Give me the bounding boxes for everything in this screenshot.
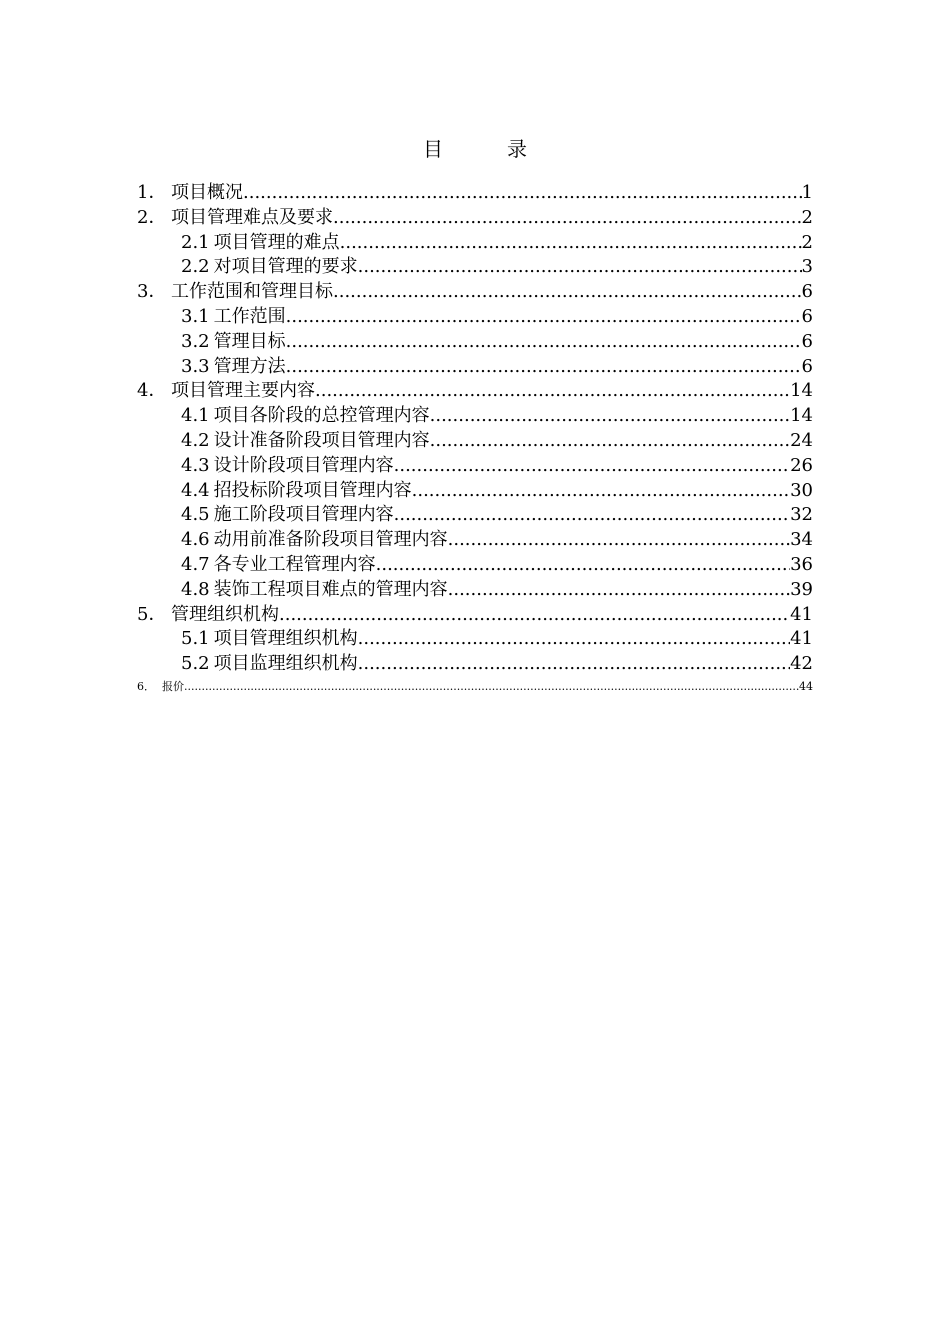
toc-entry-title: 报价 — [162, 679, 184, 693]
toc-entry-number: 5.2 — [181, 653, 210, 675]
toc-dot-leader — [184, 677, 799, 697]
toc-entry[interactable] — [137, 404, 813, 429]
toc-entry-number: 4.4 — [181, 479, 210, 501]
toc-entry-page: 26 — [790, 454, 813, 476]
toc-entry-title: 管理目标 — [213, 330, 286, 352]
toc-entry-title: 项目概况 — [171, 182, 243, 203]
toc-entry[interactable] — [137, 677, 813, 697]
toc-entry-number: 4.5 — [181, 504, 210, 526]
toc-entry[interactable] — [137, 280, 813, 305]
toc-entry[interactable] — [137, 479, 813, 504]
toc-entry-title: 装饰工程项目难点的管理内容 — [213, 578, 448, 600]
toc-entry-title: 项目管理难点及要求 — [171, 206, 333, 228]
toc-entry-title: 工作范围和管理目标 — [171, 281, 333, 303]
toc-entry[interactable] — [137, 330, 813, 355]
toc-entry-title: 各专业工程管理内容 — [213, 553, 376, 575]
toc-entry-page: 14 — [790, 405, 813, 427]
toc-entry-title: 项目管理的难点 — [213, 231, 340, 253]
toc-entry-number: 5． — [137, 603, 167, 625]
toc-entry-number: 1． — [137, 182, 167, 203]
toc-entry-title: 设计准备阶段项目管理内容 — [213, 429, 430, 451]
toc-dot-leader — [315, 379, 790, 404]
toc-entry-number: 5.1 — [181, 628, 210, 650]
toc-entry[interactable] — [137, 355, 813, 380]
toc-entry-title: 对项目管理的要求 — [213, 256, 358, 278]
toc-dot-leader — [286, 330, 802, 355]
toc-dot-leader — [358, 255, 802, 280]
toc-entry[interactable] — [137, 305, 813, 330]
toc-entry-page: 41 — [790, 603, 813, 625]
toc-dot-leader — [376, 553, 790, 578]
toc-entry[interactable] — [137, 181, 813, 206]
toc-entry-number: 3.2 — [181, 330, 210, 352]
toc-entry-page: 41 — [790, 628, 813, 650]
toc-dot-leader — [279, 603, 790, 628]
toc-dot-leader — [430, 429, 790, 454]
toc-entry[interactable] — [137, 255, 813, 280]
toc-entry[interactable] — [137, 206, 813, 231]
toc-entry-number: 6． — [137, 679, 155, 693]
toc-entry-page: 3 — [801, 256, 813, 278]
toc-entry-page: 34 — [790, 529, 813, 551]
toc-entry[interactable] — [137, 454, 813, 479]
toc-entry-number: 3． — [137, 281, 167, 303]
toc-entry-page: 14 — [790, 380, 813, 402]
toc-entry[interactable] — [137, 503, 813, 528]
toc-dot-leader — [412, 479, 790, 504]
toc-entry-page: 44 — [799, 679, 813, 693]
toc-entry-number: 4.1 — [181, 405, 210, 427]
toc-entry[interactable] — [137, 429, 813, 454]
toc-entry[interactable] — [137, 231, 813, 256]
toc-entry-title: 项目监理组织机构 — [213, 653, 358, 675]
toc-entry-title: 项目管理主要内容 — [171, 380, 315, 402]
toc-entry[interactable] — [137, 379, 813, 404]
toc-entry-title: 管理组织机构 — [171, 603, 279, 625]
toc-entry-page: 42 — [790, 653, 813, 675]
toc-dot-leader — [394, 454, 790, 479]
toc-entry-page: 2 — [801, 206, 813, 228]
toc-entry[interactable] — [137, 652, 813, 677]
toc-dot-leader — [358, 652, 790, 677]
toc-entry-number: 4.3 — [181, 454, 210, 476]
toc-entry-number: 4． — [137, 380, 167, 402]
toc-entry[interactable] — [137, 553, 813, 578]
table-of-contents — [137, 181, 813, 697]
toc-entry-title: 工作范围 — [213, 305, 286, 327]
toc-dot-leader — [430, 404, 790, 429]
toc-entry-page: 1 — [801, 182, 813, 203]
toc-entry-title: 动用前准备阶段项目管理内容 — [213, 529, 448, 551]
toc-title: 目 录 — [423, 137, 549, 161]
toc-entry-number: 3.1 — [181, 305, 210, 327]
toc-entry-title: 招投标阶段项目管理内容 — [213, 479, 412, 501]
toc-entry-title: 管理方法 — [213, 355, 286, 377]
toc-entry-number: 4.7 — [181, 553, 210, 575]
toc-entry-page: 6 — [801, 330, 813, 352]
toc-entry-title: 施工阶段项目管理内容 — [213, 504, 394, 526]
toc-entry-title: 设计阶段项目管理内容 — [213, 454, 394, 476]
toc-dot-leader — [286, 355, 802, 380]
toc-entry[interactable] — [137, 627, 813, 652]
toc-entry-page: 2 — [801, 231, 813, 253]
toc-entry-title: 项目各阶段的总控管理内容 — [213, 405, 430, 427]
toc-entry[interactable] — [137, 578, 813, 603]
toc-entry-page: 36 — [790, 553, 813, 575]
toc-dot-leader — [340, 231, 802, 256]
toc-entry-page: 39 — [790, 578, 813, 600]
toc-entry-number: 4.2 — [181, 429, 210, 451]
toc-entry-number: 2． — [137, 206, 167, 228]
toc-entry[interactable] — [137, 528, 813, 553]
toc-entry-title: 项目管理组织机构 — [213, 628, 358, 650]
toc-entry-number: 4.6 — [181, 529, 210, 551]
toc-entry-page: 32 — [790, 504, 813, 526]
toc-entry-page: 24 — [790, 429, 813, 451]
toc-entry-number: 2.2 — [181, 256, 210, 278]
toc-dot-leader — [394, 503, 790, 528]
toc-dot-leader — [358, 627, 790, 652]
toc-dot-leader — [243, 181, 802, 206]
toc-dot-leader — [448, 528, 790, 553]
toc-entry-page: 6 — [801, 281, 813, 303]
toc-entry-page: 6 — [801, 355, 813, 377]
toc-dot-leader — [286, 305, 802, 330]
toc-dot-leader — [333, 280, 802, 305]
toc-entry[interactable] — [137, 603, 813, 628]
toc-entry-page: 30 — [790, 479, 813, 501]
toc-entry-number: 2.1 — [181, 231, 210, 253]
toc-entry-number: 3.3 — [181, 355, 210, 377]
toc-entry-number: 4.8 — [181, 578, 210, 600]
toc-dot-leader — [333, 206, 802, 231]
toc-entry-page: 6 — [801, 305, 813, 327]
toc-dot-leader — [448, 578, 790, 603]
